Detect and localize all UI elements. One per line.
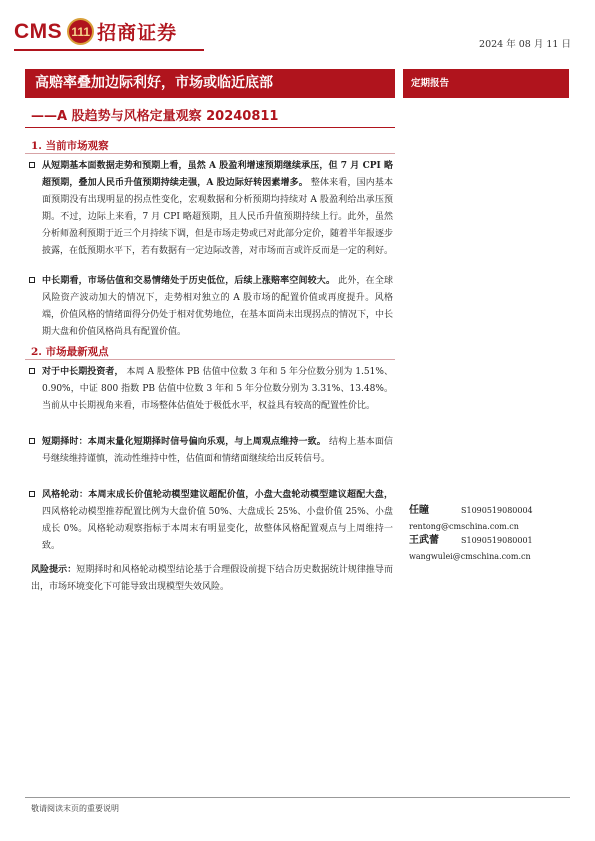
section-heading-1: 1. 当前市场观察 (31, 140, 109, 152)
logo-latin: CMS (14, 19, 63, 43)
report-type-label: 定期报告 (403, 69, 569, 98)
analyst-name: 任瞳 (409, 505, 429, 516)
report-title: 高赔率叠加边际利好，市场或临近底部 (25, 69, 395, 98)
risk-warning (31, 562, 393, 596)
logo-company-name: 招商证券 (97, 22, 178, 44)
risk-body: 短期择时和风格轮动模型结论基于合理假设前提下结合历史数据统计规律推导而出，市场环境变化下可能导致出现模型失效风险。 (31, 565, 393, 592)
checkbox-bullet-icon (29, 368, 35, 374)
checkbox-bullet-icon (29, 162, 35, 168)
subtitle-divider (25, 127, 395, 128)
analyst-cert: S1090519080004 (461, 506, 533, 515)
checkbox-bullet-icon (29, 277, 35, 283)
logo-underline (14, 49, 204, 51)
bullet-item-4 (29, 434, 393, 468)
bullet-item-2 (29, 273, 393, 341)
company-logo (14, 18, 177, 45)
bullet-lead: 从短期基本面数据走势和预期上看，虽然 A 股盈利增速预期继续承压，但 7 月 CPI 略超预期，叠加人民币升值预期持续走强，A 股边际好转因素增多。 (42, 161, 393, 188)
bullet-body: 整体来看，国内基本面预期没有出现明显的拐点性变化，宏观数据和分析预期均持续对 A 股盈利给出承压预期。不过，边际上来看，7 月 CPI 略超预期，且人民币升值预期持续上行。此外，虽然分析师盈利预期于近三个月持续下调，但是市场走势或已对此部分定价，随着半年报逐步披露，在低预期水平下，若有数据有一定边际改善，对市场而言或许反而是一定的利好。 (42, 178, 394, 256)
analyst-email[interactable]: rentong@cmschina.com.cn (409, 522, 519, 531)
bullet-body: 此外，在全球风险资产波动加大的情况下，走势相对独立的 A 股市场的配置价值或再度提升。风格端，价值风格的情绪面得分仍处于相对优势地位，在基本面尚未出现拐点的情况下，中长期大盘和价值风格尚具有配置价值。 (42, 276, 394, 337)
report-subtitle: ——A 股趋势与风格定量观察 20240811 (31, 109, 279, 124)
bullet-item-5 (29, 487, 393, 555)
bullet-body: 结构上基本面信号继续维持谨慎，流动性维持中性，估值面和情绪面继续给出反转信号。 (42, 437, 393, 464)
bullet-body: 四风格轮动模型推荐配置比例为大盘价值 50%、大盘成长 25%、小盘价值 25%、小盘成长 0%。风格轮动观察指标于本周末有明显变化，故整体风格配置观点与上周维持一致。 (42, 507, 393, 551)
bullet-lead: 风格轮动：本周末成长价值轮动模型建议超配价值，小盘大盘轮动模型建议超配大盘， (42, 490, 393, 500)
risk-lead: 风险提示： (31, 565, 77, 575)
bullet-lead: 短期择时：本周末量化短期择时信号偏向乐观，与上周观点维持一致。 (42, 437, 326, 447)
analyst-cert: S1090519080001 (461, 536, 533, 545)
analyst-card-1 (409, 503, 533, 534)
analyst-card-2 (409, 533, 533, 564)
bullet-body: 本周 A 股整体 PB 估值中位数 3 年和 5 年分位数分别为 1.51%、0.90%，中证 800 指数 PB 估值中位数 3 年和 5 年分位数分别为 3.31%、13.48%。当前从中长期视角来看，市场整体估值处于极低水平，权益具有较高的配置性价比。 (42, 367, 393, 411)
report-date: 2024 年 08 月 11 日 (479, 39, 571, 50)
footer-divider (25, 797, 570, 798)
checkbox-bullet-icon (29, 491, 35, 497)
bullet-lead: 对于中长期投资者， (42, 367, 124, 377)
section-divider-1 (25, 153, 395, 154)
bullet-item-1 (29, 158, 393, 260)
section-divider-2 (25, 359, 395, 360)
footer-disclaimer: 敬请阅读末页的重要说明 (31, 804, 119, 813)
bullet-item-3 (29, 364, 393, 415)
checkbox-bullet-icon (29, 438, 35, 444)
bullet-lead: 中长期看，市场估值和交易情绪处于历史低位，后续上涨赔率空间较大。 (42, 276, 336, 286)
analyst-email[interactable]: wangwulei@cmschina.com.cn (409, 552, 531, 561)
logo-emblem-icon: 111 (67, 18, 94, 45)
section-heading-2: 2. 市场最新观点 (31, 346, 109, 358)
analyst-name: 王武蕾 (409, 535, 439, 546)
